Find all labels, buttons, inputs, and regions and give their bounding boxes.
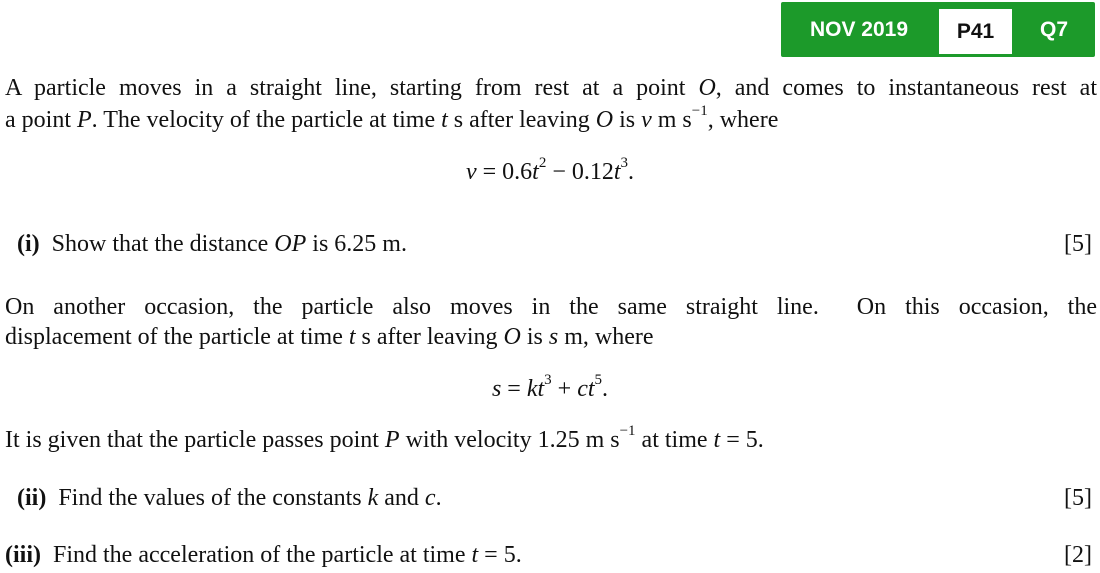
question-badge [781,2,1095,57]
part-i-question: (i) Show that the distance OP is 6.25 m. [17,231,407,257]
question-label: Q7 [1039,18,1068,41]
part-i-label: (i) [17,231,40,257]
occasion-line-1: On another occasion, the particle also moves in the same straight line. On this occasion, the [5,294,1097,320]
paper-label: P41 [939,9,1012,54]
given-statement: It is given that the particle passes point P with velocity 1.25 m $s^{-1}$ at time t = 5. [5,423,764,453]
displacement-equation: $s = kt^3 + ct^5$. [491,372,609,402]
part-iii-label: (iii) [5,542,41,568]
part-i-marks: [5] [1064,231,1092,257]
part-ii-marks: [5] [1064,485,1092,511]
part-ii-label: (ii) [17,485,47,511]
intro-line-2: a point P. The velocity of the particle at time t s after leaving O is v m $s^{-1}$, where [5,103,779,133]
velocity-equation: $v = 0.6t^2 - 0.12t^3$. [465,155,635,185]
occasion-line-2: displacement of the particle at time t s after leaving O is s m, where [5,324,654,350]
session-label: NOV 2019 [809,18,909,41]
part-iii-question: (iii) Find the acceleration of the particle at time t = 5. [5,542,522,568]
intro-line-1: A particle moves in a straight line, starting from rest at a point O, and comes to instantaneous rest at [5,75,1097,101]
part-ii-question: (ii) Find the values of the constants k and c. [17,485,442,511]
part-iii-marks: [2] [1064,542,1092,568]
